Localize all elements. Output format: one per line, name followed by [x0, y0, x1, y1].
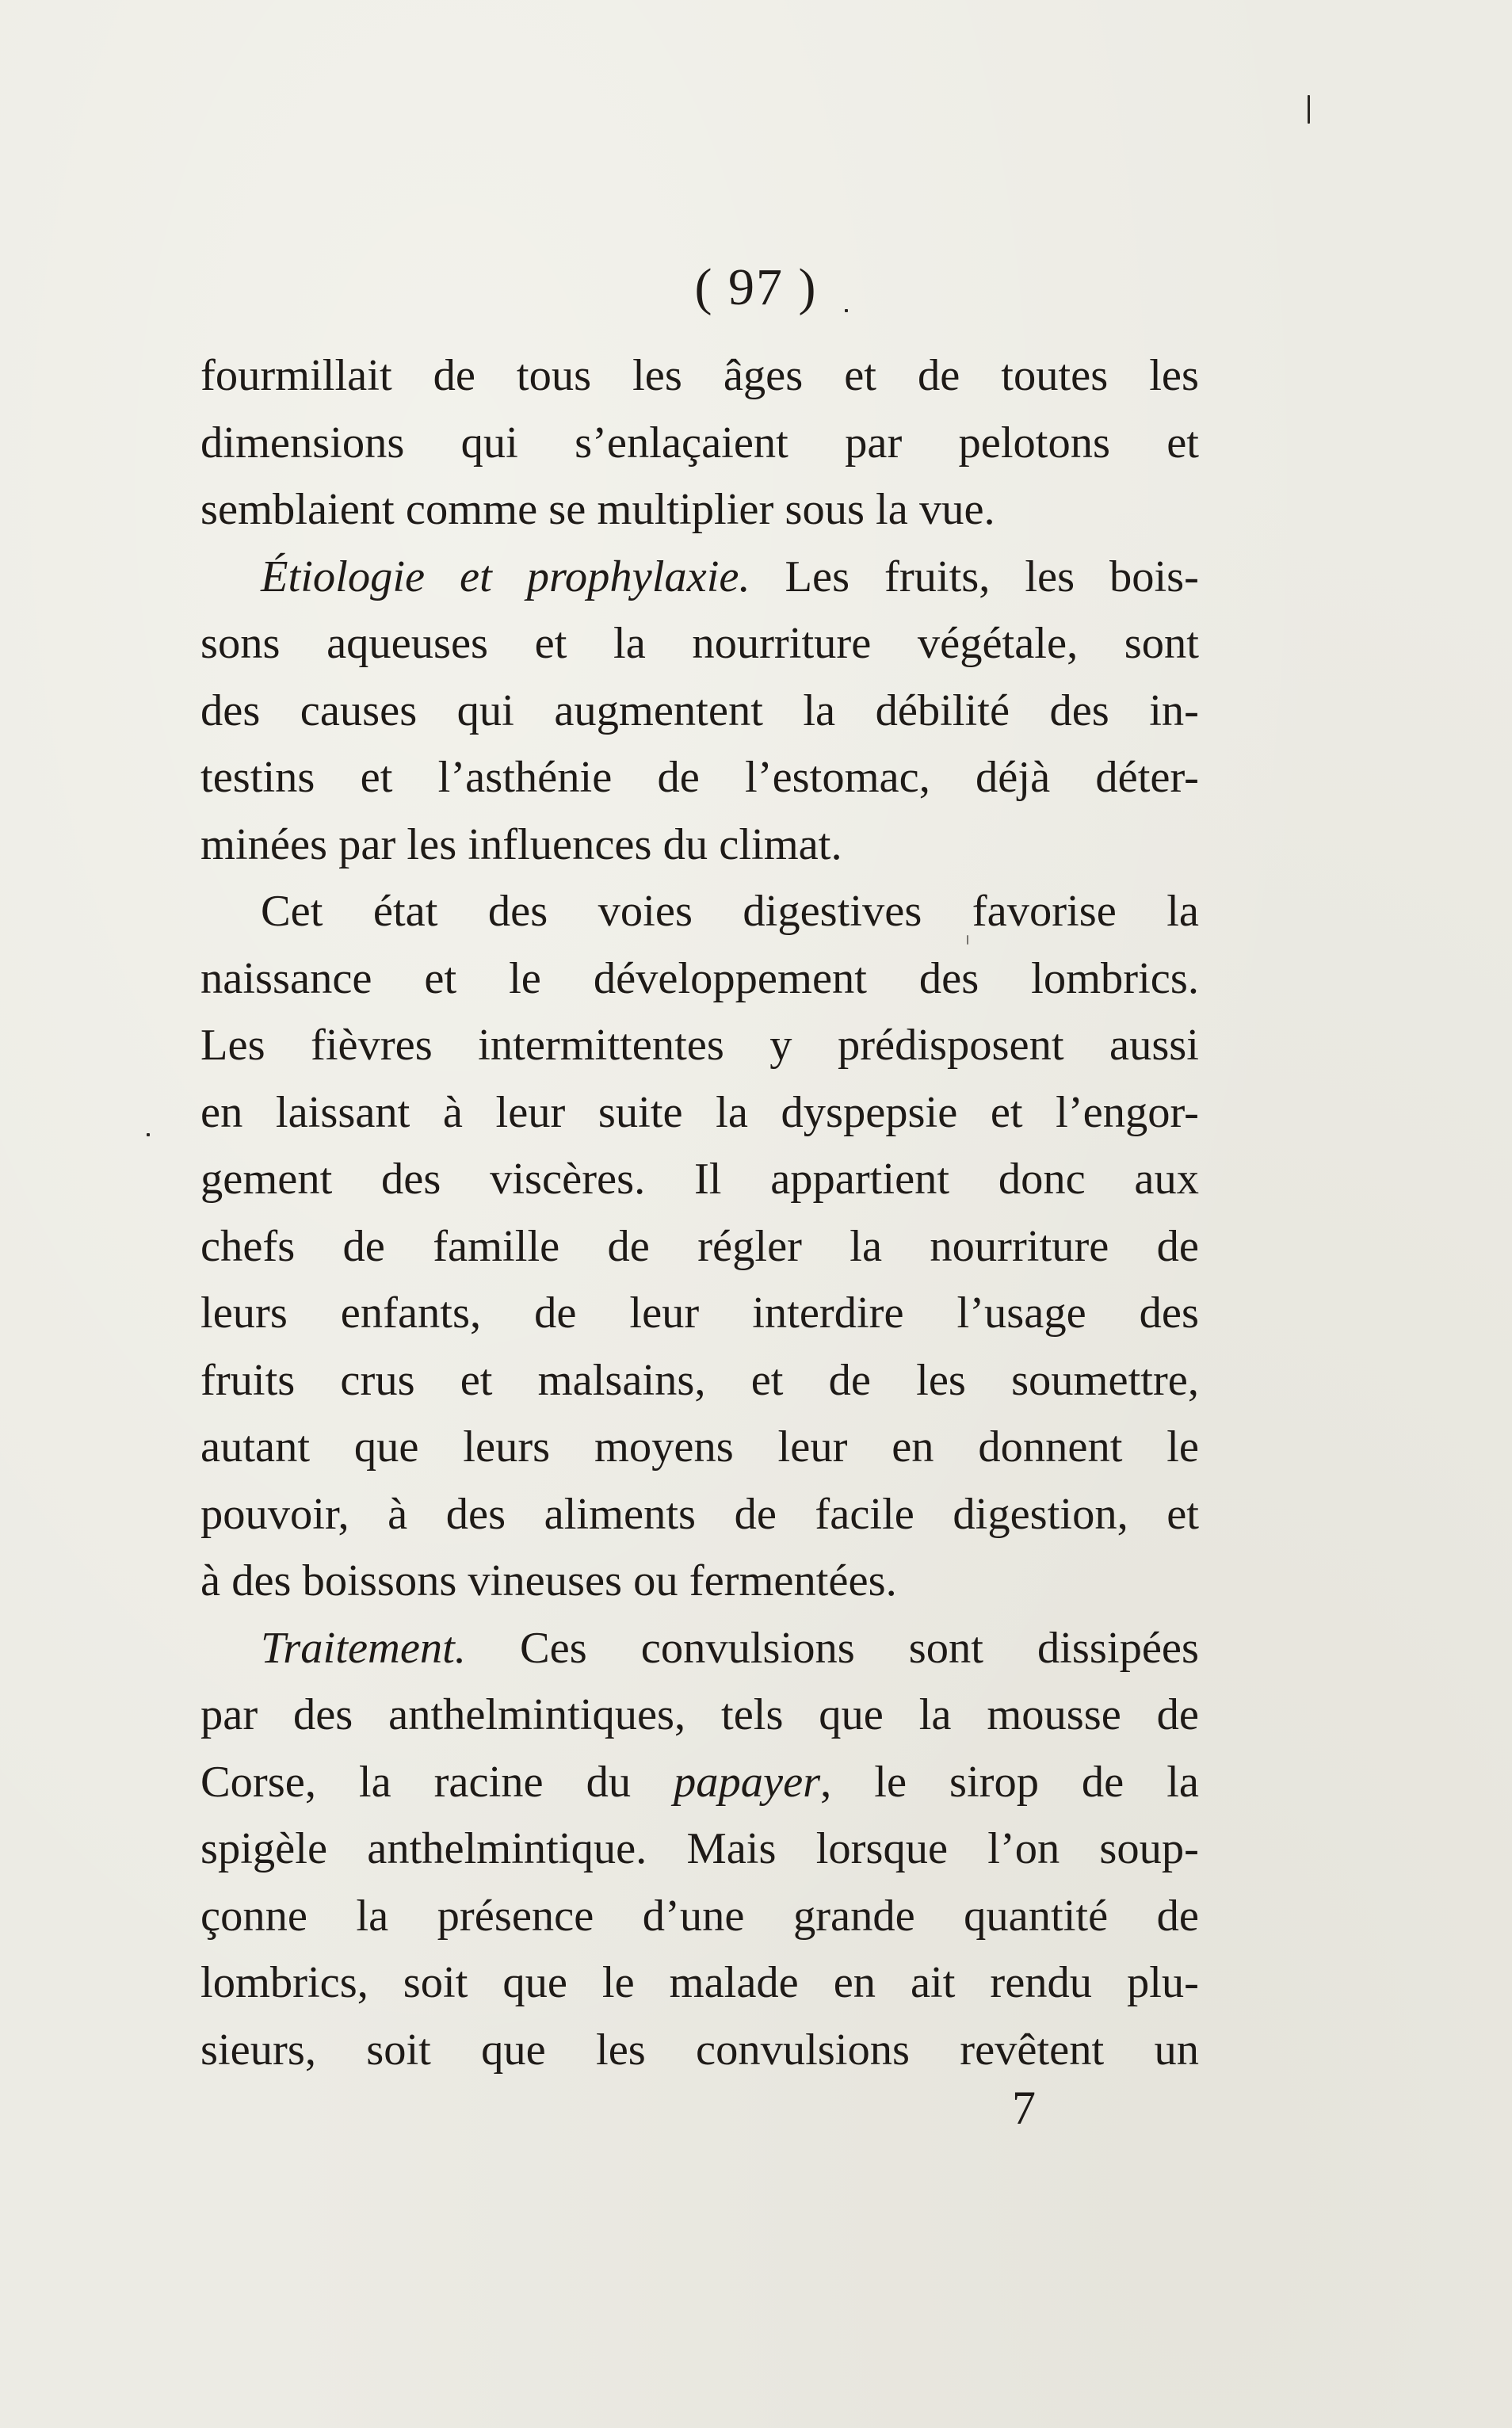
- text-line: sieurs, soit que les convulsions revêtent un: [200, 2025, 1199, 2075]
- text-line: gement des viscères. Il appartient donc aux: [200, 1155, 1199, 1204]
- text-line: Cet état des voies digestives favorise la: [261, 887, 1199, 936]
- text-line: testins et l’asthénie de l’estomac, déjà déter-: [200, 753, 1199, 802]
- text-line: autant que leurs moyens leur en donnent le: [200, 1422, 1199, 1472]
- text-line: à des boissons vineuses ou fermentées.: [200, 1556, 897, 1605]
- text-line: fourmillait de tous les âges et de toutes les: [200, 351, 1199, 400]
- text-line: fruits crus et malsains, et de les soumettre,: [200, 1355, 1199, 1405]
- signature-mark: 7: [1012, 2082, 1036, 2134]
- text-line: Les fièvres intermittentes y prédisposent aussi: [200, 1021, 1199, 1070]
- text-line: spigèle anthelmintique. Mais lorsque l’on soup-: [200, 1824, 1199, 1873]
- text-line: sons aqueuses et la nourriture végétale, sont: [200, 619, 1199, 668]
- text-line: leurs enfants, de leur interdire l’usage des: [200, 1288, 1199, 1338]
- page-number: ( 97 ): [694, 258, 818, 316]
- text-line: naissance et le développement des lombrics.: [200, 953, 1199, 1003]
- text-line: chefs de famille de régler la nourriture de: [200, 1221, 1199, 1271]
- text-line: minées par les influences du climat.: [200, 819, 842, 869]
- text-line: en laissant à leur suite la dyspepsie et l’engor-: [200, 1087, 1199, 1137]
- text-line: par des anthelmintiques, tels que la mousse de: [200, 1690, 1199, 1739]
- text-line: des causes qui augmentent la débilité des in-: [200, 685, 1199, 735]
- paper-speck: [147, 1133, 150, 1136]
- text-line: Corse, la racine du papayer, le sirop de la: [200, 1757, 1199, 1807]
- italic-term: papayer: [674, 1757, 821, 1807]
- text-line: lombrics, soit que le malade en ait rendu plu-: [200, 1958, 1199, 2007]
- text-line: dimensions qui s’enlaçaient par pelotons et: [200, 418, 1199, 468]
- paper-speck: [1308, 95, 1310, 124]
- text-line: semblaient comme se multiplier sous la vue.: [200, 485, 995, 534]
- section-heading-line: Étiologie et prophylaxie. Les fruits, les bois-: [261, 552, 1199, 601]
- section-heading-line: Traitement. Ces convulsions sont dissipées: [261, 1623, 1199, 1673]
- section-heading: Traitement.: [261, 1623, 466, 1673]
- text-line: çonne la présence d’une grande quantité de: [200, 1891, 1199, 1941]
- text-line: pouvoir, à des aliments de facile digestion, et: [200, 1489, 1199, 1539]
- body-text: [200, 342, 1199, 2083]
- section-heading: Étiologie et prophylaxie.: [261, 552, 750, 601]
